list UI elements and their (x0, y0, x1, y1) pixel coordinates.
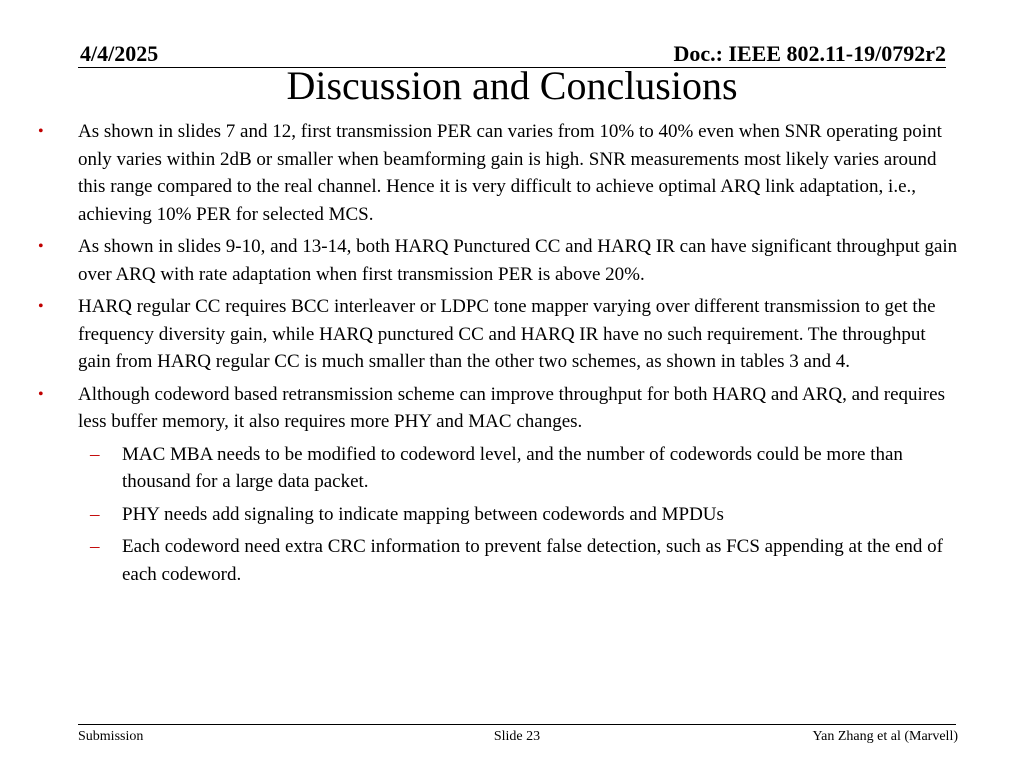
bullet-text: As shown in slides 9-10, and 13-14, both HARQ Punctured CC and HARQ IR can have significant throughput gain over ARQ with rate adaptation when first transmission PER is above 20%. (78, 236, 958, 285)
sub-bullet-text: PHY needs add signaling to indicate mapping between codewords and MPDUs (122, 503, 724, 525)
header-date: 4/4/2025 (80, 41, 159, 66)
bullet-text: Although codeword based retransmission scheme can improve throughput for both HARQ and ARQ, and requires less buffer memory, it also requires more PHY and MAC changes. (78, 383, 945, 432)
bullet-text: As shown in slides 7 and 12, first transmission PER can varies from 10% to 40% even when SNR operating point only varies within 2dB or smaller when beamforming gain is high. SNR measurements most likely varies around this range compared to the real channel. Hence it is very difficult to achieve optimal ARQ link adaptation, i.e., achieving 10% PER for selected MCS. (78, 121, 942, 225)
sub-bullet-item (38, 441, 958, 496)
sub-bullet-marker: – (90, 443, 100, 465)
sub-bullet-text: Each codeword need extra CRC information to prevent false detection, such as FCS appending at the end of each codeword. (122, 536, 943, 585)
footer-divider (78, 724, 956, 725)
sub-bullet-item (38, 533, 958, 588)
sub-bullet-item (38, 501, 958, 529)
slide-body (38, 118, 958, 593)
footer-author: Yan Zhang et al (Marvell) (812, 729, 958, 744)
bullet-marker: • (38, 385, 44, 403)
sub-bullet-marker: – (90, 536, 100, 557)
bullet-marker: • (38, 238, 44, 255)
bullet-item (38, 233, 958, 288)
sub-bullet-marker: – (90, 503, 100, 525)
header-doc-id: Doc.: IEEE 802.11-19/0792r2 (673, 41, 946, 66)
bullet-item (38, 293, 958, 376)
slide-title: Discussion and Conclusions (286, 63, 738, 108)
footer-submission: Submission (78, 729, 144, 744)
bullet-marker: • (38, 298, 44, 315)
bullet-text: HARQ regular CC requires BCC interleaver or LDPC tone mapper varying over different transmission to get the frequency diversity gain, while HARQ punctured CC and HARQ IR have no such requirement. The throughput gain from HARQ regular CC is much smaller than the other two schemes, as shown in tables 3 and 4. (78, 296, 936, 372)
footer-slide-number: Slide 23 (493, 729, 541, 744)
bullet-marker: • (38, 123, 44, 140)
bullet-item (38, 381, 958, 436)
sub-bullet-text: MAC MBA needs to be modified to codeword level, and the number of codewords could be more than thousand for a large data packet. (122, 443, 903, 492)
bullet-item (38, 118, 958, 228)
